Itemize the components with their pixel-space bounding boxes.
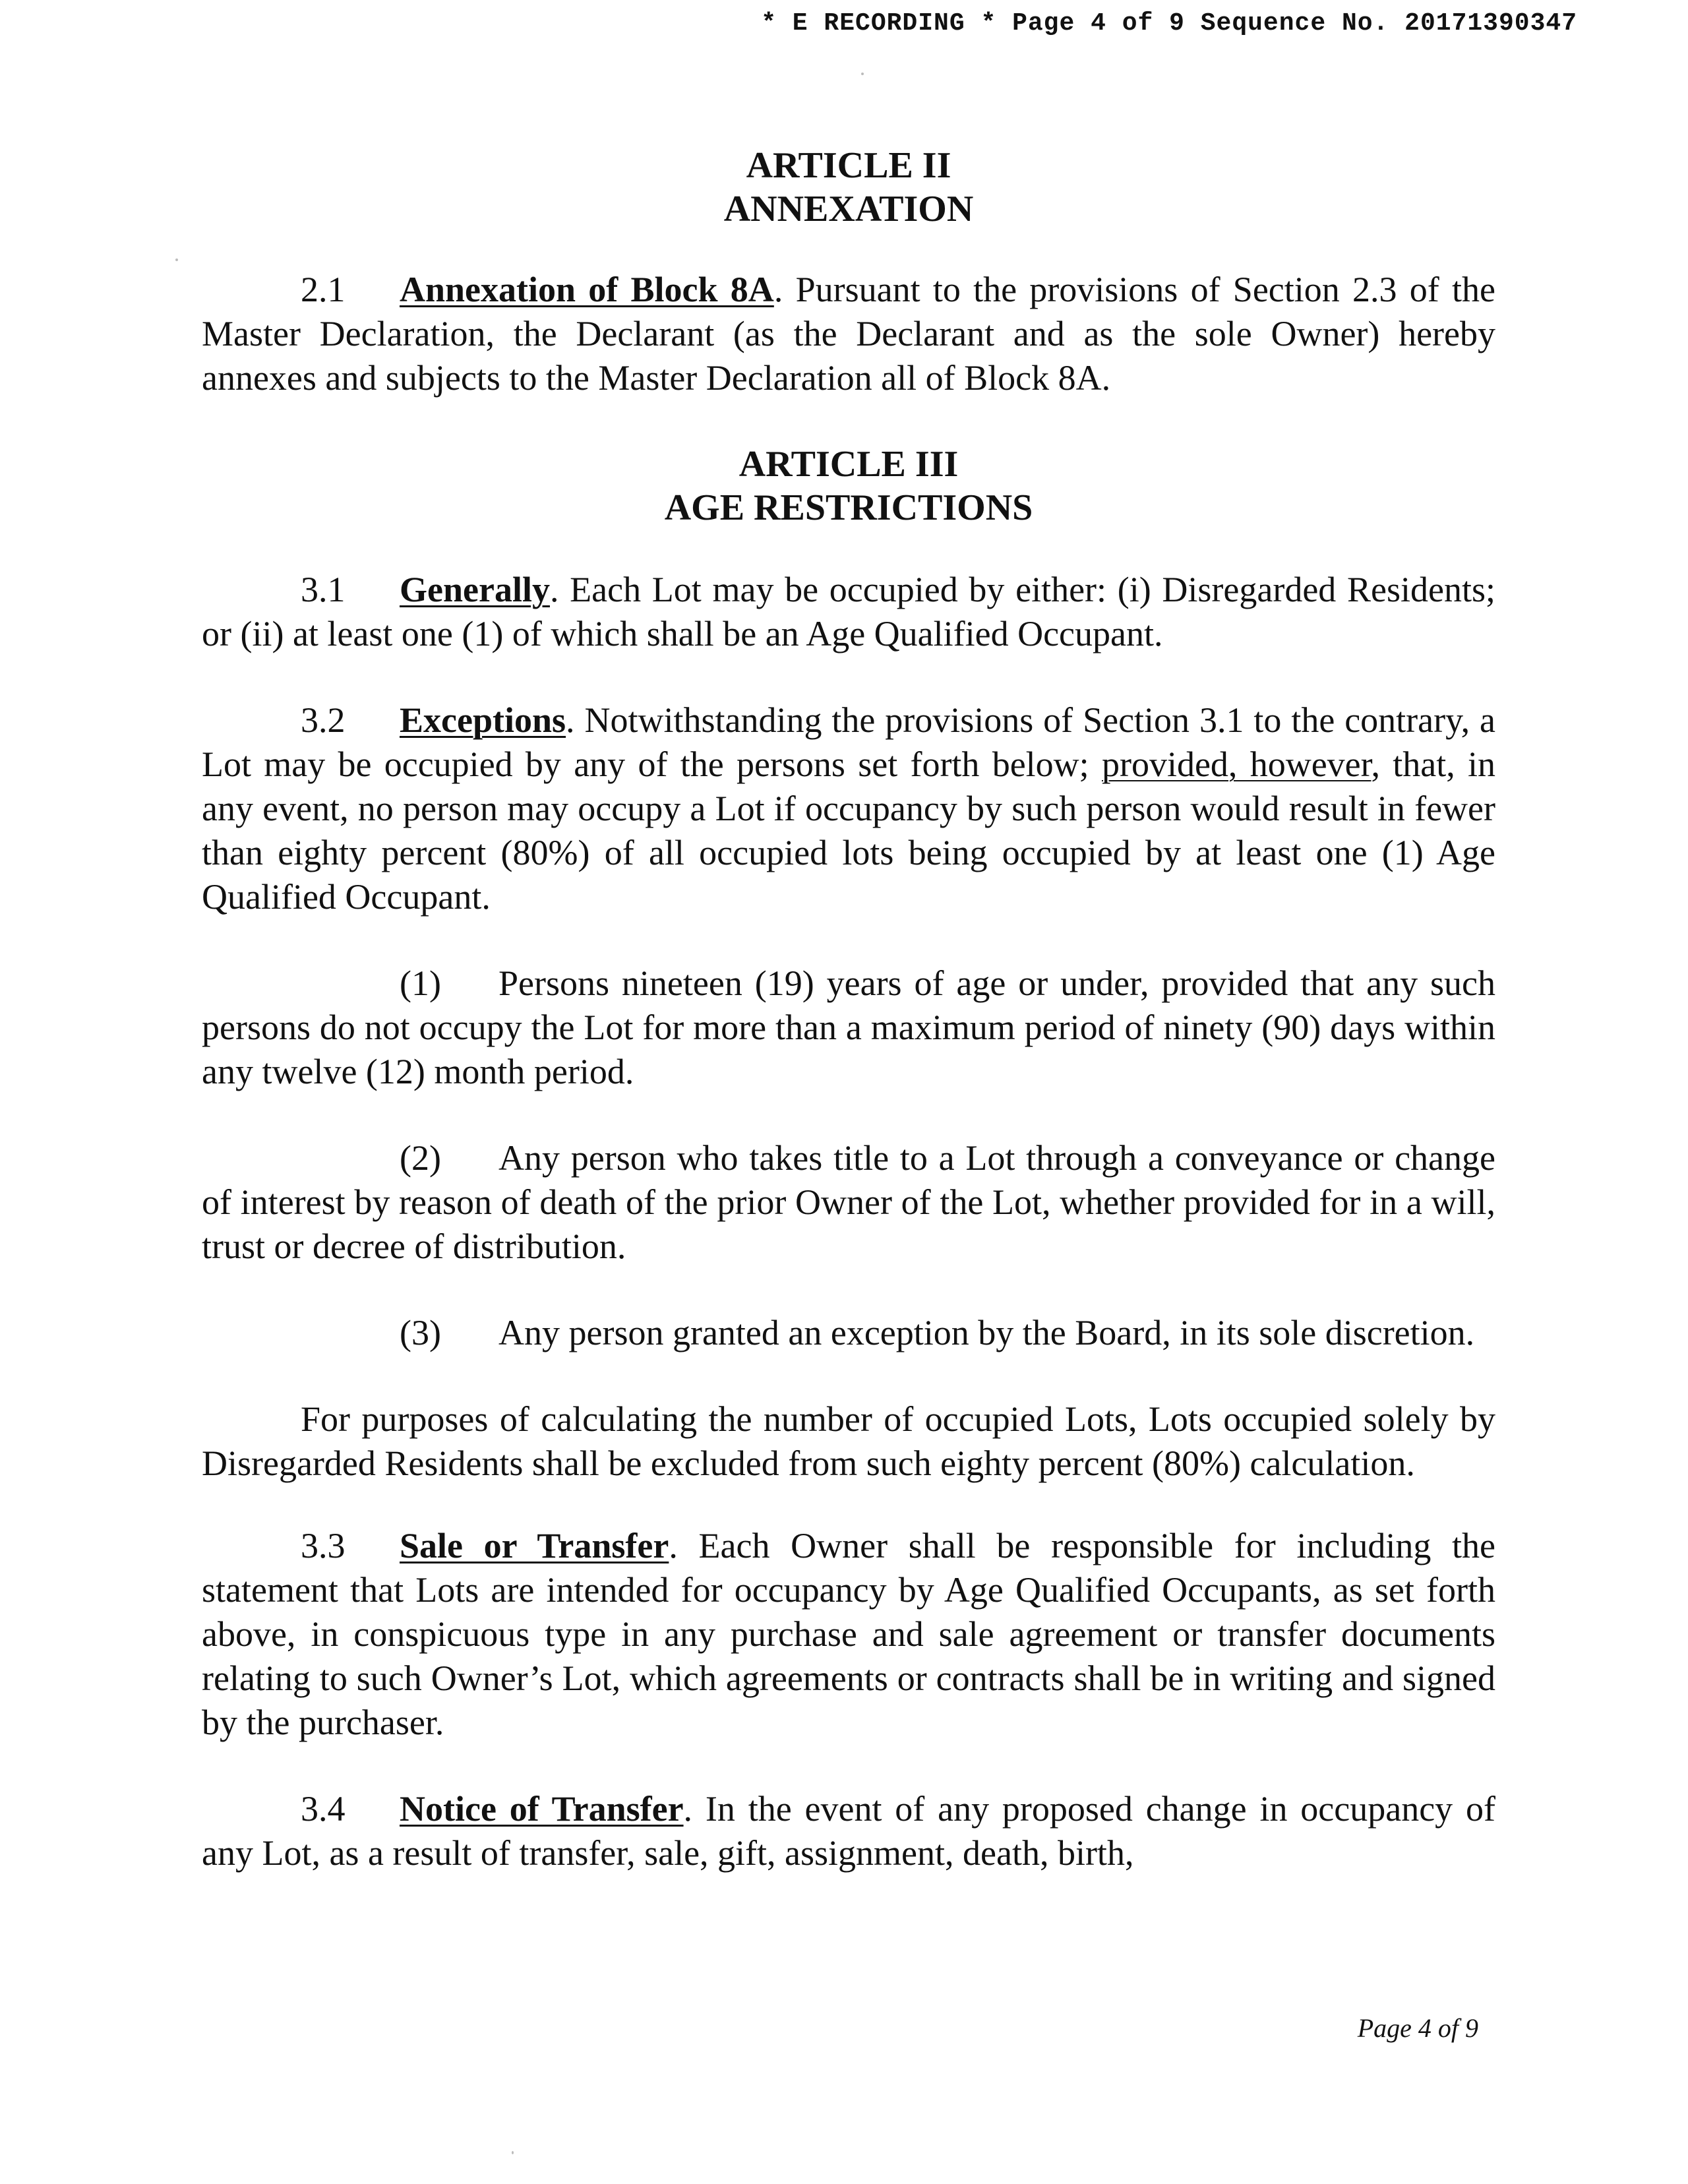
section-3-1 (202, 568, 1495, 656)
section-2-1 (202, 268, 1495, 400)
purposes-paragraph: For purposes of calculating the number of occupied Lots, Lots occupied solely by Disregarded Residents shall be excluded from such eighty percent (80%) calculation. (202, 1399, 1495, 1483)
section-3-1-heading: Generally (400, 570, 550, 609)
article-3-subtitle: AGE RESTRICTIONS (664, 487, 1033, 528)
section-3-1-text: . Each Lot may be occupied by either: (i) Disregarded Residents; or (ii) at least one (1) of which shall be an Age Qualified Occupant. (202, 570, 1495, 653)
section-3-2-number: 3.2 (301, 700, 346, 740)
scan-speck (175, 258, 178, 261)
section-3-4-heading: Notice of Transfer (400, 1789, 684, 1829)
article-2-heading (202, 144, 1495, 231)
article-3-title: ARTICLE III (738, 444, 959, 485)
page-number-footer: Page 4 of 9 (1357, 2013, 1478, 2043)
article-2-title: ARTICLE II (746, 145, 951, 186)
section-2-1-number: 2.1 (301, 270, 346, 309)
section-3-2-text-b: , that, in any event, no person may occupy a Lot if occupancy by such person would result in fewer than eighty percent (80%) of all occupied lots being occupied by at least one (1) Age Qualified Occupant. (202, 744, 1495, 917)
section-3-2 (202, 698, 1495, 919)
section-3-3-heading: Sale or Transfer (400, 1526, 669, 1565)
exception-item-text: Any person granted an exception by the Board, in its sole discretion. (498, 1313, 1475, 1352)
section-3-1-number: 3.1 (301, 570, 346, 609)
section-3-4 (202, 1787, 1495, 1875)
article-3-heading (202, 442, 1495, 530)
document-body (202, 140, 1495, 1875)
section-3-3-number: 3.3 (301, 1526, 346, 1565)
exception-item-text: Any person who takes title to a Lot through a conveyance or change of interest by reason of death of the prior Owner of the Lot, whether provided for in a will, trust or decree of distribution. (202, 1138, 1495, 1266)
exception-item (202, 961, 1495, 1094)
section-2-1-text: . Pursuant to the provisions of Section 2.3 of the Master Declaration, the Declarant (as the Declarant and as the sole Owner) hereby annexes and subjects to the Master Declaration all of Block 8A. (202, 270, 1495, 398)
section-2-1-heading: Annexation of Block 8A (400, 270, 774, 309)
section-3-3-text: . Each Owner shall be responsible for including the statement that Lots are intended for occupancy by Age Qualified Occupants, as set forth above, in conspicuous type in any purchase and sale agreement or transfer documents relating to such Owner’s Lot, which agreements or contracts shall be in writing and signed by the purchaser. (202, 1526, 1496, 1742)
section-3-3 (202, 1524, 1495, 1745)
exception-item-number: (1) (400, 963, 441, 1003)
section-3-4-text: . In the event of any proposed change in occupancy of any Lot, as a result of transfer, sale, gift, assignment, death, birth, (202, 1789, 1495, 1873)
section-3-2-text-a: . Notwithstanding the provisions of Section 3.1 to the contrary, a Lot may be occupied by any of the persons set forth below; (202, 700, 1495, 784)
article-2-subtitle: ANNEXATION (723, 189, 974, 229)
section-3-2-heading: Exceptions (400, 700, 566, 740)
exception-item (202, 1311, 1495, 1355)
section-3-2-provided: provided, however (1101, 744, 1372, 784)
scan-speck (512, 2151, 514, 2154)
section-3-4-number: 3.4 (301, 1789, 346, 1829)
scan-speck (861, 73, 864, 75)
exception-item-number: (2) (400, 1138, 441, 1178)
exception-item (202, 1136, 1495, 1269)
recording-header: * E RECORDING * Page 4 of 9 Sequence No. 20171390347 (761, 9, 1577, 38)
exception-item-number: (3) (400, 1313, 441, 1352)
exception-item-text: Persons nineteen (19) years of age or under, provided that any such persons do not occupy the Lot for more than a maximum period of ninety (90) days within any twelve (12) month period. (202, 963, 1495, 1091)
